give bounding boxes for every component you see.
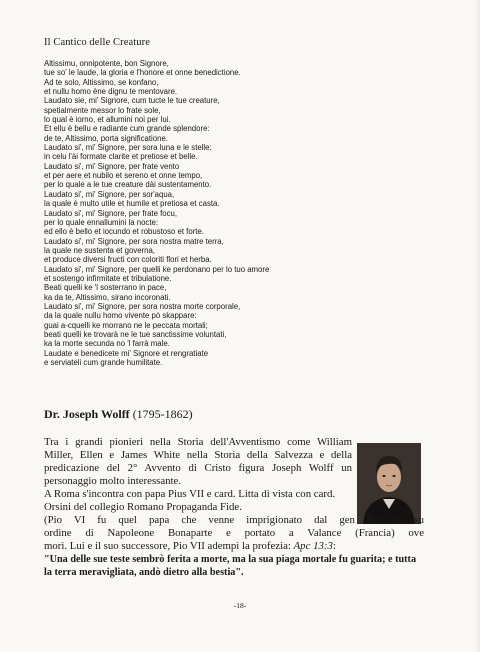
poem-line: Laudato si', mi' Signore, per frate vento xyxy=(44,161,180,171)
section-heading xyxy=(44,407,193,422)
poem-line: de te, Altissimo, porta significatione. xyxy=(44,133,168,143)
quote-line: "Una delle sue teste sembrò ferita a morte, ma la sua piaga mortale fu guarita; e tutta xyxy=(44,554,417,565)
poem-line: Beati quelli ke 'l sosterrano in pace, xyxy=(44,283,167,293)
poem-line: Laudate e benedicete mi' Signore et rengratiate xyxy=(44,348,209,358)
poem-line: Laudato si', mi' Signore, per sora nostra morte corporale, xyxy=(44,301,241,311)
scan-edge-shadow xyxy=(474,0,480,652)
poem-line: e serviateli cum grande humilitate. xyxy=(44,358,163,367)
poem-text xyxy=(44,59,444,367)
section-heading-name: Dr. Joseph Wolff xyxy=(44,407,130,421)
biography-line: ordine di Napoleone Bonaparte e portato a Valance (Francia) ove xyxy=(44,527,424,539)
poem-line: Et ellu è bellu e radiante cum grande splendore: xyxy=(44,124,210,134)
poem-line: ka da te, Altissimo, sirano incoronati. xyxy=(44,292,171,302)
poem-line: per lo quale ennallumini la nocte: xyxy=(44,217,158,227)
biography-text xyxy=(44,436,424,579)
biography-line: A Roma s'incontra con papa Pius VII e card. Litta di vista con card. xyxy=(44,488,336,500)
poem-line: da la quale nullu homo vivente pò skappare: xyxy=(44,311,197,321)
biography-line-text: morì. Lui e il suo successore, Pio VII adempì la profezia: xyxy=(44,540,291,552)
poem-line: et nullu homo ène dignu te mentovare. xyxy=(44,87,178,97)
poem-line: Ad te solo, Altissimo, se konfano, xyxy=(44,77,159,87)
poem-line: tue so' le laude, la gloria e l'honore et onne benedictione. xyxy=(44,68,241,78)
bible-reference: Apc 13:3 xyxy=(293,540,333,552)
page-number: -18- xyxy=(233,601,247,610)
biography-line: morì. Lui e il suo successore, Pio VII adempì la profezia: Apc 13:3: xyxy=(44,540,336,552)
poem-line: ed ello è bello et iocundo et robustoso et forte. xyxy=(44,227,204,237)
poem-line: Laudato si', mi' Signore, per sora nostra matre terra, xyxy=(44,236,224,246)
poem-line: Laudato si', mi' Signore, per sora luna e le stelle: xyxy=(44,143,212,153)
poem-line: la quale è multo utile et humile et pretiosa et casta. xyxy=(44,199,220,209)
poem-line: in celu l'ài formate clarite et pretiose et belle. xyxy=(44,152,198,162)
quote-line: la terra meravigliata, andò dietro alla bestia". xyxy=(44,567,244,578)
poem-line: la quale ne sustenta et governa, xyxy=(44,245,155,255)
biography-line: predicazione del 2° Avvento di Cristo figura Joseph Wolff un xyxy=(44,462,352,474)
poem-line: Altissimu, onnipotente, bon Signore, xyxy=(44,59,169,68)
poem-line: ka la morte secunda no 'l farrà male. xyxy=(44,339,170,349)
poem-line: spetialmente messor lo frate sole, xyxy=(44,105,161,115)
poem-line: Laudato si', mi' Signore, per quelli ke perdonano per lo tuo amore xyxy=(44,264,270,274)
biography-line: Miller, Ellen e James White nella Storia della Salvezza e della xyxy=(44,449,352,461)
poem-line: guai a-cquelli ke morrano ne le peccata mortali; xyxy=(44,320,208,330)
poem-line: per lo quale a le tue creature dài sustentamento. xyxy=(44,180,212,190)
poem-line: et produce diversi fructi con coloriti flori et herba. xyxy=(44,255,212,265)
poem-line: lo qual è iorno, et allumini noi per lui. xyxy=(44,115,171,125)
poem-line: Laudato sie, mi' Signore, cum tucte le tue creature, xyxy=(44,96,220,106)
poem-line: et per aere et nubilo et sereno et onne tempo, xyxy=(44,171,203,181)
poem-line: Laudato si', mi' Signore, per sor'aqua, xyxy=(44,189,175,199)
biography-line: personaggio molto interessante. xyxy=(44,475,182,487)
poem-line: Laudato si', mi' Signore, per frate focu, xyxy=(44,208,177,218)
poem-line: et sostengo infirmitate et tribulatione. xyxy=(44,273,172,283)
section-heading-years: (1795-1862) xyxy=(132,407,193,421)
biography-line: Orsini del collegio Romano Propaganda Fide. xyxy=(44,501,242,513)
poem-line: beati quelli ke trovarà ne le tue sanctissime voluntati, xyxy=(44,329,227,339)
biography-line: (Pio VI fu quel papa che venne imprigionato dal gen Berthier su xyxy=(44,514,424,526)
biography-line: Tra i grandi pionieri nella Storia dell'Avventismo come William xyxy=(44,436,352,448)
poem-title: Il Cantico delle Creature xyxy=(44,37,150,48)
